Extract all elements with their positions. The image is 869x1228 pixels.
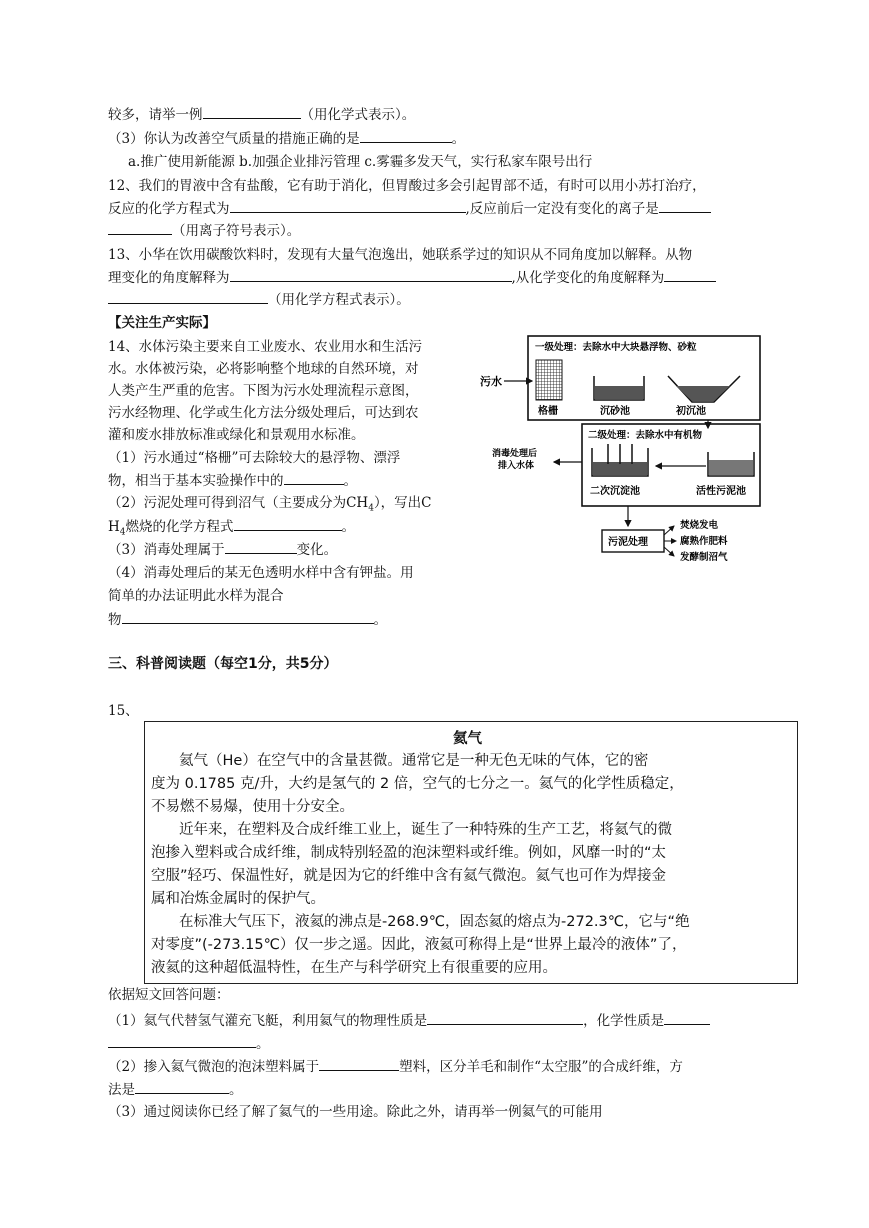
text: 。 — [343, 473, 357, 489]
grille-label: 格栅 — [538, 406, 558, 417]
sludge-treatment-label: 污泥处理 — [608, 537, 648, 548]
q13-line-3 — [108, 289, 410, 310]
article-line: 近年来，在塑料及合成纤维工业上，诞生了一种特殊的生产工艺，将氦气的微 — [179, 822, 672, 838]
text: 塑料，区分羊毛和制作“太空服”的合成纤维，方 — [399, 1059, 683, 1075]
answer-blank[interactable] — [664, 267, 716, 282]
answer-blank[interactable] — [360, 128, 452, 143]
grille-icon — [536, 360, 562, 400]
answer-blank[interactable] — [284, 470, 344, 485]
article-title: 氦气 — [453, 731, 482, 747]
output-fertilizer-label: 腐熟作肥料 — [680, 536, 728, 547]
answer-2 — [108, 1056, 683, 1077]
text: （用化学方程式表示）。 — [268, 292, 410, 308]
text: （1）氦气代替氢气灌充飞艇，利用氦气的物理性质是 — [108, 1013, 428, 1029]
output-biogas-label: 发酵制沼气 — [680, 552, 728, 563]
text: ,从化学变化的角度解释为 — [511, 270, 665, 286]
text: H — [108, 519, 120, 535]
answer-blank[interactable] — [203, 104, 301, 119]
answer-blank[interactable] — [659, 198, 711, 213]
text: 反应的化学方程式为 — [108, 201, 230, 217]
q14-text: 人类产生严重的危害。下图为污水处理流程示意图， — [108, 383, 419, 399]
text: 。 — [451, 131, 466, 147]
text: ,反应前后一定没有变化的离子是 — [465, 201, 659, 217]
q13-line-2 — [108, 267, 716, 288]
answer-blank[interactable] — [427, 1010, 583, 1025]
discharge-label: 排入水体 — [498, 461, 535, 471]
answer-blank[interactable] — [225, 539, 297, 554]
article-line: 对零度”(-273.15℃）仅一步之遥。因此，液氦可称得上是“世界上最冷的液体”了， — [151, 937, 687, 953]
text: （2）污泥处理可得到沼气（主要成分为CH — [108, 495, 369, 511]
q14-sub-1-cont — [108, 470, 357, 491]
q14-text: 水。水体被污染，必将影响整个地球的自然环境，对 — [108, 361, 419, 377]
article-line: 泡掺入塑料或合成纤维，制成特别轻盈的泡沫塑料或纤维。例如，风靡一时的“太 — [151, 845, 667, 861]
q15-number: 15、 — [108, 703, 139, 719]
text: （3）消毒处理属于 — [108, 542, 225, 558]
answer-blank[interactable] — [234, 516, 342, 531]
text: 变化。 — [296, 542, 338, 558]
q12-line-1: 12、我们的胃液中含有盐酸，它有助于消化，但胃酸过多会引起胃部不适，有时可以用小苏打治疗， — [108, 178, 706, 194]
answer-1-cont — [108, 1033, 270, 1054]
q12-line-2 — [108, 198, 711, 219]
article-line: 液氦的这种超低温特性，在生产与科学研究上有很重要的应用。 — [151, 960, 557, 976]
q14-text: 灌和废水排放标准或绿化和景观用水标准。 — [108, 427, 365, 443]
q11-options: a.推广使用新能源 b.加强企业排污管理 c.雾霾多发天气，实行私家车限号出行 — [128, 154, 593, 170]
text: 燃烧的化学方程式 — [125, 519, 234, 535]
text: 物 — [108, 612, 122, 628]
stage2-label: 二级处理：去除水中有机物 — [588, 430, 703, 441]
article-line: 氦气（He）在空气中的含量甚微。通常它是一种无色无味的气体，它的密 — [179, 753, 649, 769]
text: 。 — [256, 1036, 270, 1052]
text: （2）掺入氦气微泡的泡沫塑料属于 — [108, 1059, 320, 1075]
section-heading-focus: 【关注生产实际】 — [108, 315, 216, 331]
q12-line-3 — [108, 220, 300, 241]
text: 。 — [341, 519, 356, 535]
answer-blank[interactable] — [108, 1033, 256, 1048]
answer-blank[interactable] — [108, 289, 268, 304]
q14-sub-2 — [108, 493, 432, 519]
sediment-icon — [676, 386, 730, 401]
sand-tank-label: 沉砂池 — [600, 406, 630, 417]
q14-text: 污水经物理、化学或生化方法分级处理后，可达到农 — [108, 405, 419, 421]
answer-blank[interactable] — [319, 1056, 399, 1071]
secondary-tank-label: 二次沉淀池 — [590, 486, 640, 497]
text: ），写出C — [373, 495, 432, 511]
text: 较多，请举一例 — [108, 107, 203, 123]
sludge-icon — [709, 460, 753, 475]
subscript: 4 — [368, 503, 374, 514]
answer-3: （3）通过阅读你已经了解了氦气的一些用途。除此之外，请再举一例氦气的可能用 — [108, 1104, 603, 1120]
sediment-icon — [595, 386, 643, 399]
text: 。 — [229, 1082, 243, 1098]
section-heading-3: 三、科普阅读题（每空1分，共5分） — [108, 656, 338, 672]
q14-sub-4-cont: 简单的办法证明此水样为混合 — [108, 588, 284, 604]
text: （用化学式表示）。 — [300, 107, 416, 123]
q14-sub-3 — [108, 539, 337, 560]
text: 理变化的角度解释为 — [108, 270, 230, 286]
disinfect-label: 消毒处理后 — [492, 449, 538, 459]
article-line: 在标准大气压下，液氦的沸点是-268.9℃，固态氦的熔点为-272.3℃，它与“绝 — [179, 914, 690, 930]
answer-blank[interactable] — [108, 220, 172, 235]
output-power-label: 焚烧发电 — [680, 520, 719, 531]
article-line: 空服”轻巧、保温性好，就是因为它的纤维中含有氦气微泡。氦气也可作为焊接金 — [151, 868, 667, 884]
text: 物，相当于基本实验操作中的 — [108, 473, 284, 489]
article-line: 度为 0.1785 克/升，大约是氢气的 2 倍，空气的七分之一。氦气的化学性质稳定， — [151, 776, 684, 792]
text: （3）你认为改善空气质量的措施正确的是 — [108, 131, 360, 147]
text: 法是 — [108, 1082, 135, 1098]
q14-sub-4-end — [108, 609, 387, 630]
answer-blank[interactable] — [230, 198, 466, 213]
stage1-label: 一级处理：去除水中大块悬浮物、砂粒 — [535, 342, 697, 353]
answer-blank[interactable] — [135, 1079, 229, 1094]
text: （用离子符号表示）。 — [172, 223, 301, 239]
sludge-tank-label: 活性污泥池 — [696, 486, 746, 497]
sewage-label: 污水 — [480, 375, 502, 388]
article-line: 属和冶炼金属时的保护气。 — [151, 891, 325, 907]
q14-sub-1: （1）污水通过“格栅”可去除较大的悬浮物、漂浮 — [108, 450, 401, 466]
arrow-icon — [664, 526, 674, 535]
q14-text: 14、水体污染主要来自工业废水、农业用水和生活污 — [108, 339, 423, 355]
article-box — [144, 721, 798, 984]
text: ，化学性质是 — [583, 1013, 665, 1029]
answer-blank[interactable] — [230, 267, 512, 282]
answer-blank[interactable] — [664, 1010, 710, 1025]
primary-tank-label: 初沉池 — [676, 406, 706, 417]
article-line: 不易燃不易爆，使用十分安全。 — [151, 799, 354, 815]
answer-2-cont — [108, 1079, 243, 1100]
answers-intro: 依据短文回答问题： — [108, 987, 230, 1003]
q11-line-1 — [108, 104, 415, 125]
answer-blank[interactable] — [122, 609, 374, 624]
subscript: 4 — [119, 527, 126, 538]
answer-1 — [108, 1010, 710, 1031]
q13-line-1: 13、小华在饮用碳酸饮料时，发现有大量气泡逸出，她联系学过的知识从不同角度加以解释。从物 — [108, 247, 693, 263]
text: 。 — [373, 612, 387, 628]
q14-sub-4: （4）消毒处理后的某无色透明水样中含有钾盐。用 — [108, 565, 414, 581]
q11-part-3 — [108, 128, 465, 149]
sewage-treatment-diagram — [478, 330, 770, 570]
arrow-icon — [664, 547, 674, 556]
